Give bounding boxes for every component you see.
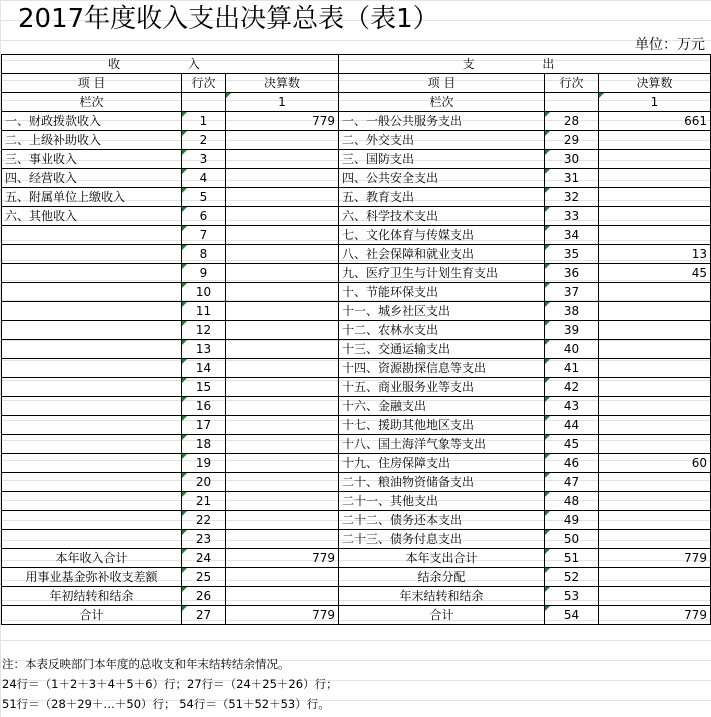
expense-item-name: 一、一般公共服务支出	[339, 112, 545, 131]
income-item-name	[2, 378, 182, 397]
income-item-name: 四、经营收入	[2, 169, 182, 188]
income-amount	[226, 321, 339, 340]
income-row-no: 1	[182, 112, 226, 131]
income-column-no: 1	[226, 93, 339, 112]
expense-column-label: 栏次	[339, 93, 545, 112]
expense-item-name: 十一、城乡社区支出	[339, 302, 545, 321]
income-item-name: 年初结转和结余	[2, 587, 182, 606]
table-row	[2, 378, 711, 397]
income-row-no: 4	[182, 169, 226, 188]
income-row-no: 27	[182, 606, 226, 625]
expense-amount	[599, 378, 711, 397]
expense-item-name: 十二、农林水支出	[339, 321, 545, 340]
income-item-name	[2, 264, 182, 283]
expense-amount: 661	[599, 112, 711, 131]
expense-amount	[599, 131, 711, 150]
income-amount	[226, 454, 339, 473]
expense-amount	[599, 511, 711, 530]
income-item-name: 合计	[2, 606, 182, 625]
footnote-3: 51行＝（28＋29＋…＋50）行； 54行＝（51＋52＋53）行。	[2, 697, 330, 711]
expense-item-name: 八、社会保障和就业支出	[339, 245, 545, 264]
income-item-name	[2, 302, 182, 321]
page-title: 2017年度收入支出决算总表（表1）	[18, 4, 439, 34]
expense-amount	[599, 207, 711, 226]
expense-row-no: 36	[545, 264, 599, 283]
table-row	[2, 397, 711, 416]
income-amount	[226, 530, 339, 549]
expense-row-no: 54	[545, 606, 599, 625]
expense-amount	[599, 397, 711, 416]
expense-amount-header: 决算数	[599, 74, 711, 93]
income-row-no: 15	[182, 378, 226, 397]
income-amount	[226, 283, 339, 302]
income-row-no: 17	[182, 416, 226, 435]
income-item-header: 项 目	[2, 74, 182, 93]
expense-amount: 779	[599, 606, 711, 625]
expense-item-header: 项 目	[339, 74, 545, 93]
income-amount	[226, 359, 339, 378]
expense-row-no: 47	[545, 473, 599, 492]
income-amount	[226, 416, 339, 435]
expense-amount	[599, 492, 711, 511]
expense-amount	[599, 302, 711, 321]
income-amount	[226, 207, 339, 226]
income-row-no: 7	[182, 226, 226, 245]
expense-amount	[599, 169, 711, 188]
footnote-1: 注：本表反映部门本年度的总收支和年末结转结余情况。	[2, 657, 290, 671]
expense-row-no: 43	[545, 397, 599, 416]
footnotes	[2, 654, 338, 714]
income-row-no: 5	[182, 188, 226, 207]
income-section-header: 收 入	[2, 55, 339, 74]
expense-amount: 779	[599, 549, 711, 568]
income-rowno-header: 行次	[182, 74, 226, 93]
income-row-no: 3	[182, 150, 226, 169]
income-row-no: 24	[182, 549, 226, 568]
expense-item-name: 十三、交通运输支出	[339, 340, 545, 359]
expense-rowno-header: 行次	[545, 74, 599, 93]
expense-item-name: 二十一、其他支出	[339, 492, 545, 511]
income-item-name	[2, 454, 182, 473]
expense-row-no: 28	[545, 112, 599, 131]
expense-amount	[599, 283, 711, 302]
expense-amount	[599, 321, 711, 340]
income-amount	[226, 435, 339, 454]
expense-row-no: 29	[545, 131, 599, 150]
expense-row-no: 53	[545, 587, 599, 606]
expense-row-no: 33	[545, 207, 599, 226]
income-row-no: 2	[182, 131, 226, 150]
income-row-no: 13	[182, 340, 226, 359]
expense-column-label-blank	[545, 93, 599, 112]
income-item-name	[2, 397, 182, 416]
table-row	[2, 416, 711, 435]
expense-row-no: 37	[545, 283, 599, 302]
income-item-name	[2, 416, 182, 435]
expense-amount: 45	[599, 264, 711, 283]
expense-row-no: 35	[545, 245, 599, 264]
income-row-no: 14	[182, 359, 226, 378]
expense-amount	[599, 226, 711, 245]
expense-item-name: 十八、国土海洋气象等支出	[339, 435, 545, 454]
table-row	[2, 226, 711, 245]
income-amount	[226, 397, 339, 416]
expense-item-name: 七、文化体育与传媒支出	[339, 226, 545, 245]
income-amount: 779	[226, 606, 339, 625]
income-row-no: 16	[182, 397, 226, 416]
income-row-no: 19	[182, 454, 226, 473]
income-amount	[226, 587, 339, 606]
expense-row-no: 52	[545, 568, 599, 587]
income-item-name	[2, 473, 182, 492]
expense-section-header: 支 出	[339, 55, 711, 74]
expense-item-name: 合计	[339, 606, 545, 625]
unit-label: 单位：万元	[635, 37, 705, 53]
expense-amount: 13	[599, 245, 711, 264]
section-header-row	[2, 55, 711, 74]
income-amount	[226, 568, 339, 587]
expense-item-name: 十七、援助其他地区支出	[339, 416, 545, 435]
table-row	[2, 264, 711, 283]
income-item-name: 三、事业收入	[2, 150, 182, 169]
expense-row-no: 44	[545, 416, 599, 435]
income-amount: 779	[226, 549, 339, 568]
expense-amount	[599, 435, 711, 454]
expense-row-no: 30	[545, 150, 599, 169]
income-item-name: 用事业基金弥补收支差额	[2, 568, 182, 587]
income-item-name	[2, 492, 182, 511]
table-row	[2, 283, 711, 302]
expense-item-name: 五、教育支出	[339, 188, 545, 207]
expense-row-no: 50	[545, 530, 599, 549]
income-row-no: 12	[182, 321, 226, 340]
income-item-name	[2, 321, 182, 340]
expense-amount: 60	[599, 454, 711, 473]
income-item-name: 五、附属单位上缴收入	[2, 188, 182, 207]
income-column-label: 栏次	[2, 93, 182, 112]
summary-row	[2, 587, 711, 606]
expense-row-no: 51	[545, 549, 599, 568]
expense-item-name: 十六、金融支出	[339, 397, 545, 416]
expense-item-name: 二、外交支出	[339, 131, 545, 150]
income-amount	[226, 226, 339, 245]
income-row-no: 22	[182, 511, 226, 530]
expense-item-name: 年末结转和结余	[339, 587, 545, 606]
income-amount	[226, 492, 339, 511]
expense-row-no: 34	[545, 226, 599, 245]
income-amount	[226, 264, 339, 283]
expense-amount	[599, 188, 711, 207]
income-column-label-blank	[182, 93, 226, 112]
table-row	[2, 302, 711, 321]
table-row	[2, 473, 711, 492]
income-amount	[226, 511, 339, 530]
table-row	[2, 150, 711, 169]
expense-row-no: 39	[545, 321, 599, 340]
expense-row-no: 32	[545, 188, 599, 207]
income-item-name	[2, 340, 182, 359]
income-row-no: 18	[182, 435, 226, 454]
column-label-row	[2, 93, 711, 112]
income-amount	[226, 169, 339, 188]
expense-row-no: 45	[545, 435, 599, 454]
expense-item-name: 十五、商业服务业等支出	[339, 378, 545, 397]
income-row-no: 21	[182, 492, 226, 511]
income-item-name	[2, 245, 182, 264]
table-row	[2, 492, 711, 511]
income-row-no: 20	[182, 473, 226, 492]
expense-amount	[599, 150, 711, 169]
income-row-no: 25	[182, 568, 226, 587]
income-item-name	[2, 530, 182, 549]
income-row-no: 23	[182, 530, 226, 549]
summary-row	[2, 568, 711, 587]
income-row-no: 6	[182, 207, 226, 226]
expense-item-name: 三、国防支出	[339, 150, 545, 169]
income-amount	[226, 188, 339, 207]
income-amount	[226, 340, 339, 359]
table-row	[2, 207, 711, 226]
income-item-name: 六、其他收入	[2, 207, 182, 226]
table-row	[2, 169, 711, 188]
expense-row-no: 31	[545, 169, 599, 188]
table-row	[2, 435, 711, 454]
table-row	[2, 131, 711, 150]
income-row-no: 9	[182, 264, 226, 283]
expense-row-no: 40	[545, 340, 599, 359]
table-row	[2, 340, 711, 359]
income-amount	[226, 245, 339, 264]
income-item-name	[2, 283, 182, 302]
summary-row	[2, 549, 711, 568]
expense-item-name: 十四、资源勘探信息等支出	[339, 359, 545, 378]
expense-row-no: 48	[545, 492, 599, 511]
income-row-no: 8	[182, 245, 226, 264]
income-amount	[226, 150, 339, 169]
expense-item-name: 本年支出合计	[339, 549, 545, 568]
expense-item-name: 二十、粮油物资储备支出	[339, 473, 545, 492]
expense-amount	[599, 530, 711, 549]
expense-item-name: 六、科学技术支出	[339, 207, 545, 226]
expense-column-no: 1	[599, 93, 711, 112]
summary-row	[2, 606, 711, 625]
expense-amount	[599, 568, 711, 587]
table-row	[2, 454, 711, 473]
income-amount	[226, 131, 339, 150]
expense-item-name: 二十二、债务还本支出	[339, 511, 545, 530]
expense-row-no: 41	[545, 359, 599, 378]
table-row	[2, 112, 711, 131]
income-amount: 779	[226, 112, 339, 131]
income-amount	[226, 302, 339, 321]
income-item-name: 二、上级补助收入	[2, 131, 182, 150]
table-row	[2, 188, 711, 207]
footnote-2: 24行＝（1＋2＋3＋4＋5＋6）行；27行＝（24＋25＋26）行；	[2, 677, 338, 691]
table-row	[2, 321, 711, 340]
expense-item-name: 十九、住房保障支出	[339, 454, 545, 473]
expense-item-name: 二十三、债务付息支出	[339, 530, 545, 549]
income-amount-header: 决算数	[226, 74, 339, 93]
income-row-no: 11	[182, 302, 226, 321]
expense-item-name: 四、公共安全支出	[339, 169, 545, 188]
expense-row-no: 42	[545, 378, 599, 397]
expense-amount	[599, 587, 711, 606]
expense-amount	[599, 359, 711, 378]
expense-row-no: 46	[545, 454, 599, 473]
expense-item-name: 结余分配	[339, 568, 545, 587]
income-item-name	[2, 435, 182, 454]
expense-amount	[599, 340, 711, 359]
expense-item-name: 九、医疗卫生与计划生育支出	[339, 264, 545, 283]
expense-amount	[599, 473, 711, 492]
income-row-no: 26	[182, 587, 226, 606]
expense-row-no: 38	[545, 302, 599, 321]
table-row	[2, 511, 711, 530]
income-amount	[226, 473, 339, 492]
income-row-no: 10	[182, 283, 226, 302]
expense-item-name: 十、节能环保支出	[339, 283, 545, 302]
income-item-name: 本年收入合计	[2, 549, 182, 568]
income-item-name: 一、财政拨款收入	[2, 112, 182, 131]
table-row	[2, 359, 711, 378]
income-item-name	[2, 511, 182, 530]
table-row	[2, 245, 711, 264]
income-amount	[226, 378, 339, 397]
budget-table	[1, 54, 711, 625]
column-header-row	[2, 74, 711, 93]
income-item-name	[2, 359, 182, 378]
table-row	[2, 530, 711, 549]
expense-row-no: 49	[545, 511, 599, 530]
expense-amount	[599, 416, 711, 435]
income-item-name	[2, 226, 182, 245]
